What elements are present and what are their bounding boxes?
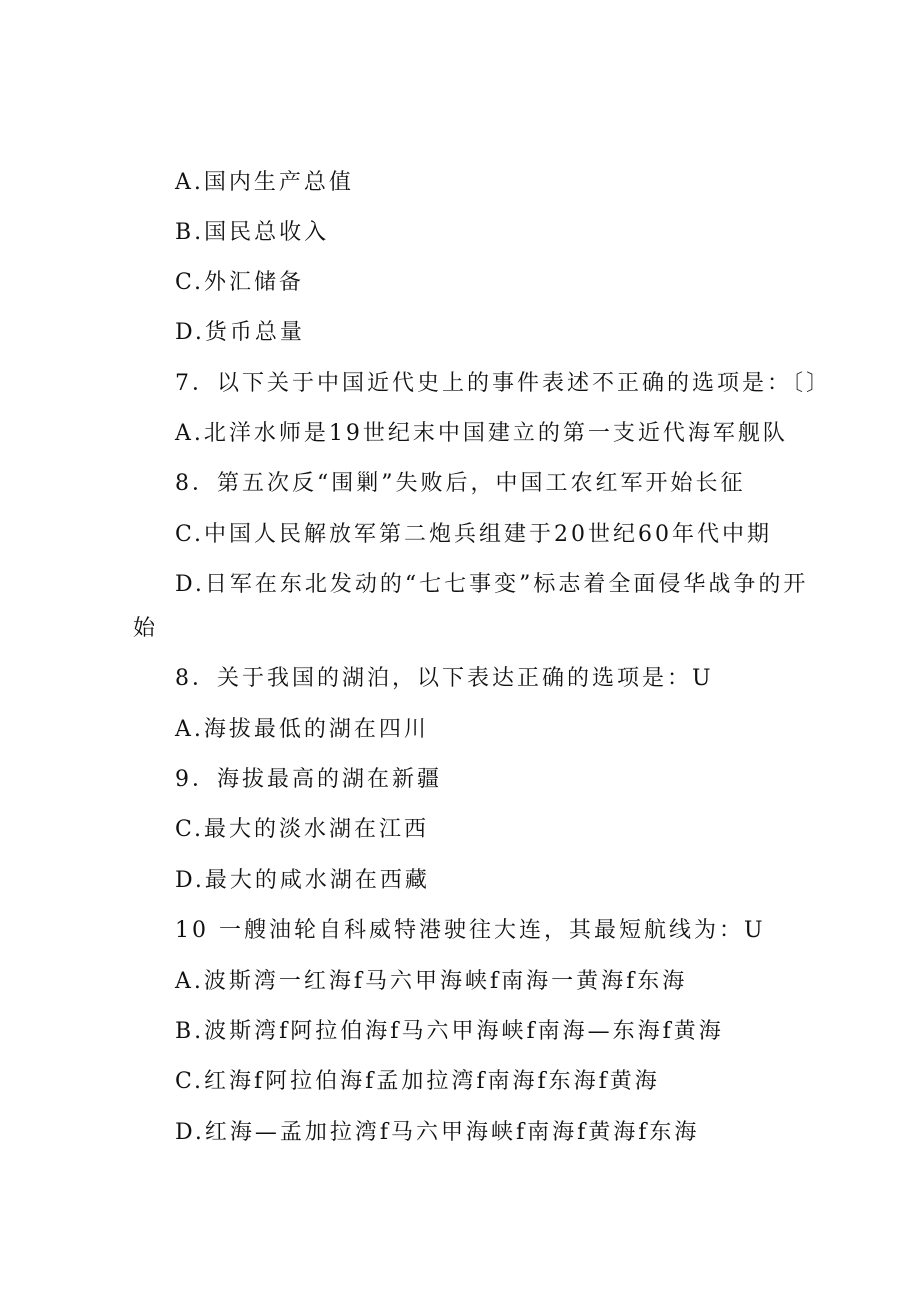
option-line: C.红海f阿拉伯海f孟加拉湾f南海f东海f黄海 <box>175 1069 660 1094</box>
option-line: D.日军在东北发动的“七七事变”标志着全面侵华战争的开 <box>175 572 809 597</box>
option-line: A.北洋水师是19世纪末中国建立的第一支近代海军舰队 <box>175 421 788 446</box>
option-line: B.波斯湾f阿拉伯海f马六甲海峡f南海—东海f黄海 <box>175 1019 724 1044</box>
option-line: C.外汇储备 <box>175 270 305 295</box>
question-line: 8．关于我国的湖泊，以下表达正确的选项是：U <box>175 666 714 691</box>
question-line: 8．第五次反“围剿”失败后，中国工农红军开始长征 <box>175 471 746 496</box>
option-line: C.最大的淡水湖在江西 <box>175 817 430 842</box>
option-line-continuation: 始 <box>133 616 159 641</box>
option-line: A.波斯湾一红海f马六甲海峡f南海一黄海f东海 <box>175 969 688 994</box>
option-line: D.货币总量 <box>175 320 305 345</box>
option-line: D.最大的咸水湖在西藏 <box>175 868 430 893</box>
option-line: A.国内生产总值 <box>175 170 354 195</box>
option-line: A.海拔最低的湖在四川 <box>175 717 429 742</box>
option-line: C.中国人民解放军第二炮兵组建于20世纪60年代中期 <box>175 522 773 547</box>
question-line: 10 一艘油轮自科威特港驶往大连，其最短航线为：U <box>175 918 766 943</box>
question-line: 7．以下关于中国近代史上的事件表述不正确的选项是：〔〕 <box>175 371 831 396</box>
option-line: D.红海—孟加拉湾f马六甲海峡f南海f黄海f东海 <box>175 1120 700 1145</box>
question-line: 9．海拔最高的湖在新疆 <box>175 767 442 792</box>
option-line: B.国民总收入 <box>175 220 330 245</box>
